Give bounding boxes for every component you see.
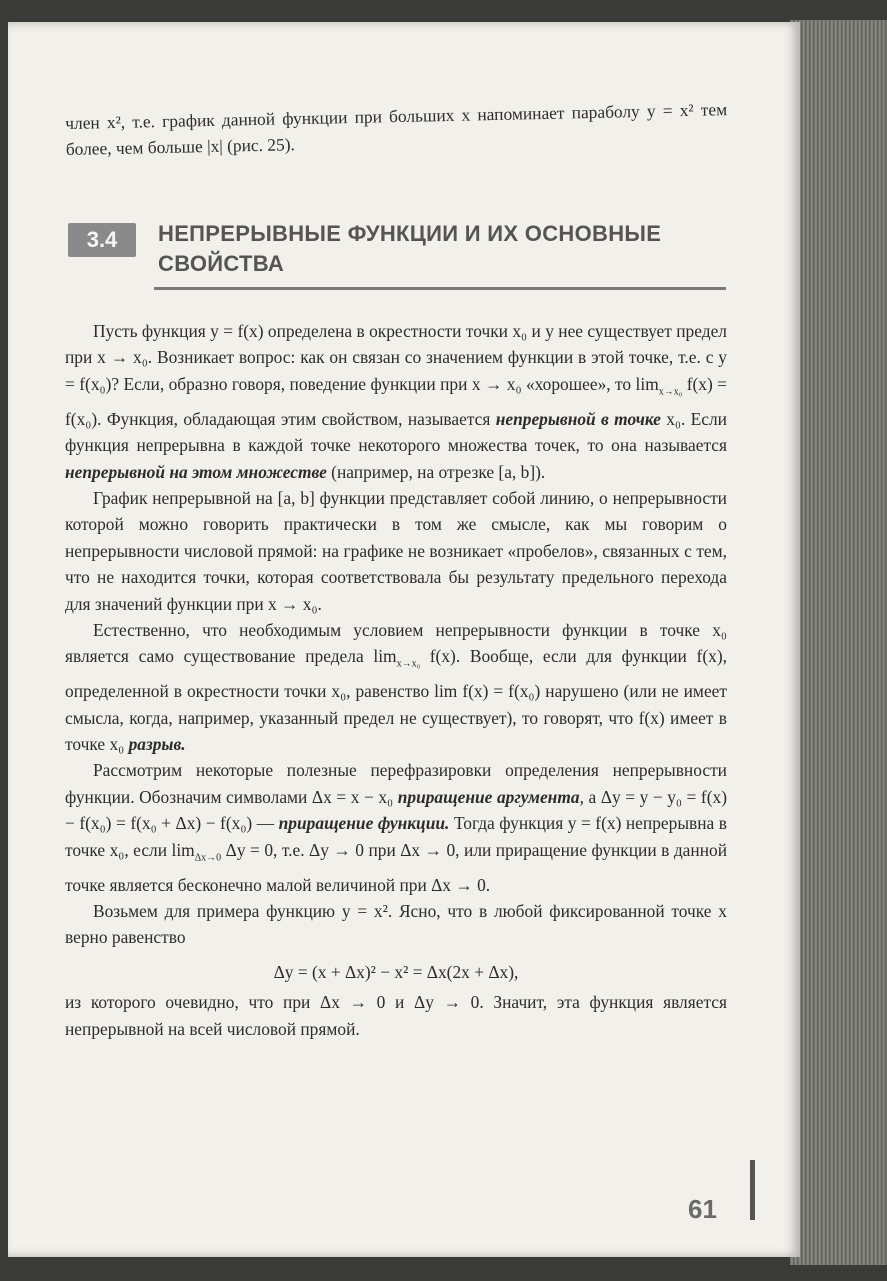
top-paragraph	[65, 96, 728, 163]
page-number: 61	[688, 1194, 717, 1224]
p3-lim-subscript: x→x₀	[396, 658, 421, 670]
p3-part-c: f(x) = f(x₀) нарушено (или не имеет смысла, когда, например, указанный предел не существует), то говорят, что f(x) имеет в точке x₀	[65, 681, 727, 755]
section-heading	[58, 217, 726, 295]
paragraph-5: Возьмем для примера функцию y = x². Ясно, что в любой фиксированной точке x верно равенство	[65, 900, 727, 948]
p1-part-c: x₀. Если функция непрерывна в каждой точке некоторого множества точек, то она называется	[65, 408, 727, 456]
p3-part-a: Естественно, что необходимым условием непрерывности функции в точке x₀ является само существование предела lim	[65, 619, 727, 667]
paragraph-4	[65, 757, 727, 898]
p1-lim-subscript: x→x₀	[658, 386, 683, 398]
term-continuous-on-set: непрерывной на этом множестве	[65, 461, 327, 482]
term-continuous-at-point: непрерывной в точке	[495, 408, 661, 429]
body-text	[65, 318, 727, 1042]
section-number-badge: 3.4	[68, 223, 136, 257]
book-page-edges	[790, 20, 887, 1265]
p3-part-b: f(x). Вообще, если для функции f(x), определенной в окрестности точки x₀, равенство lim	[65, 646, 727, 702]
section-title: НЕПРЕРЫВНЫЕ ФУНКЦИИ И ИХ ОСНОВНЫЕ СВОЙСТВА	[158, 221, 662, 276]
p4-part-c: Тогда функция y = f(x) непрерывна в точке x₀, если lim	[65, 813, 727, 860]
formula: Δy = (x + Δx)² − x² = Δx(2x + Δx),	[273, 961, 519, 982]
term-argument-increment: приращение аргумента	[397, 786, 580, 807]
paragraph-3	[65, 617, 727, 758]
term-discontinuity: разрыв.	[128, 734, 186, 755]
page-number-bar	[750, 1160, 755, 1220]
paragraph-1	[65, 318, 727, 485]
p4-part-b: , а Δy = y − y₀ = f(x) − f(x₀) = f(x₀ + Δx) − f(x₀) —	[65, 786, 727, 834]
p4-part-a: Рассмотрим некоторые полезные перефразировки определения непрерывности функции. Обозначим символами Δx = x − x₀	[65, 760, 727, 807]
p1-part-d: (например, на отрезке [a, b]).	[331, 461, 546, 482]
book-page	[8, 22, 800, 1257]
top-paragraph-text: член x², т.е. график данной функции при больших x напоминает параболу y = x² тем более, чем больше |x| (рис. 25).	[65, 99, 728, 160]
p4-part-d: Δy = 0, т.е. Δy → 0 при Δx → 0, или приращение функции в данной точке является бесконечно малой величиной при Δx → 0.	[65, 839, 728, 895]
term-function-increment: приращение функции.	[278, 813, 450, 834]
p4-lim-subscript: Δx→0	[194, 852, 222, 864]
paragraph-2: График непрерывной на [a, b] функции представляет собой линию, о непрерывности которой можно говорить практически в том же смысле, как мы говорим о непрерывности числовой прямой: на графике не возникает «пробелов», связанных с тем, что не находится точки, которая соответствовала бы результату предельного перехода для значений функции при x → x₀.	[65, 487, 727, 614]
section-rule	[154, 287, 726, 290]
p1-part-a: Пусть функция y = f(x) определена в окрестности точки x₀ и у нее существует предел при x → x₀. Возникает вопрос: как он связан со значением функции в этой точке, т.е. с y = f(x₀)? Если, образно говоря, поведение функции при x → x₀ «хорошее», то lim	[65, 321, 727, 394]
p1-part-b: f(x) = f(x₀). Функция, обладающая этим свойством, называется	[65, 373, 727, 429]
paragraph-6: из которого очевидно, что при Δx → 0 и Δy → 0. Значит, эта функция является непрерывной на всей числовой прямой.	[65, 992, 727, 1039]
